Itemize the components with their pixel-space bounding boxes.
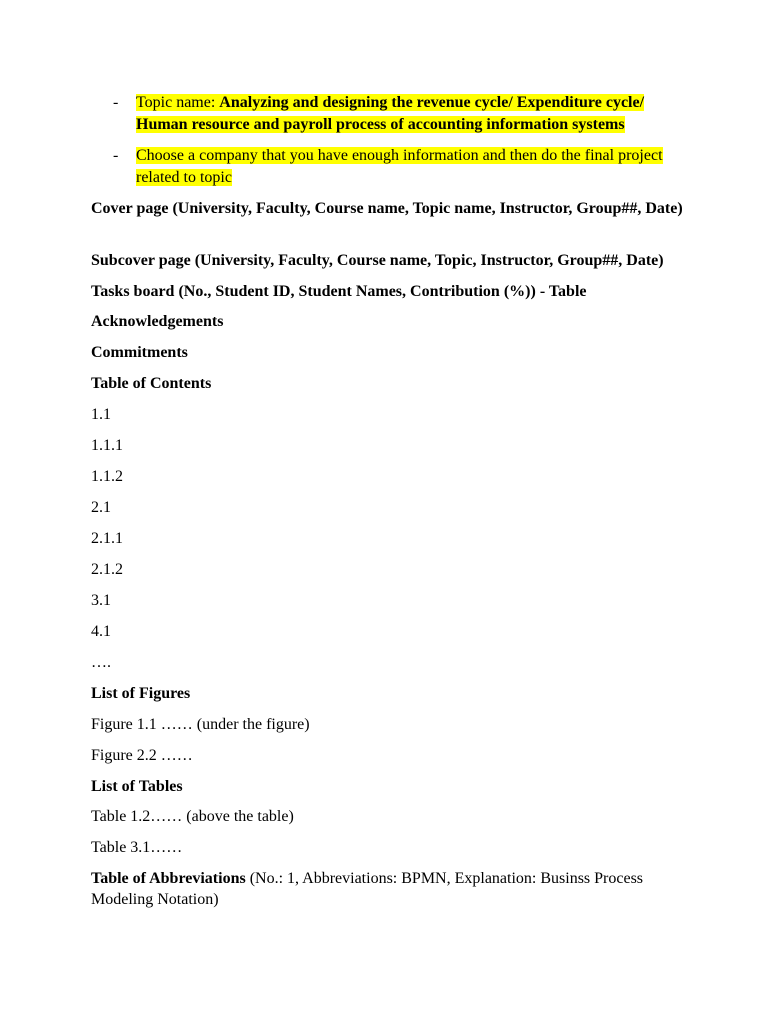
- topic-text: [136, 92, 693, 136]
- toc-item: 3.1: [91, 592, 111, 609]
- tasks-board-heading: Tasks board (No., Student ID, Student Names, Contribution (%)) - Table: [91, 283, 587, 300]
- acknowledgements-heading: Acknowledgements: [91, 313, 224, 330]
- company-instruction: Choose a company that you have enough information and then do the final project related to topic: [136, 147, 663, 186]
- toc-item: 2.1: [91, 499, 111, 516]
- topic-bullet: [113, 92, 693, 136]
- topic-name: Analyzing and designing the revenue cycle/ Expenditure cycle/ Human resource and payroll process of accounting information systems: [136, 94, 645, 133]
- list-of-figures-heading: List of Figures: [91, 685, 191, 702]
- subcover-page-heading: Subcover page (University, Faculty, Course name, Topic, Instructor, Group##, Date): [91, 252, 664, 269]
- table-item: Table 3.1……: [91, 839, 183, 856]
- toc-item: 1.1.2: [91, 468, 123, 485]
- abbreviations-detail: (No.: 1, Abbreviations: BPMN, Explanation: Businss Process Modeling Notation): [91, 870, 644, 908]
- figure-item: Figure 1.1 …… (under the figure): [91, 716, 310, 733]
- toc-item: 1.1: [91, 406, 111, 423]
- toc-item: 2.1.2: [91, 561, 123, 578]
- company-text: [136, 145, 693, 189]
- bullet-dash: -: [113, 94, 119, 111]
- toc-heading: Table of Contents: [91, 375, 212, 392]
- topic-prefix: Topic name:: [136, 94, 220, 111]
- abbreviations-heading: Table of Abbreviations: [91, 870, 246, 887]
- toc-item: 4.1: [91, 623, 111, 640]
- company-bullet: [113, 145, 693, 189]
- bullet-dash: -: [113, 147, 119, 164]
- cover-page-heading: Cover page (University, Faculty, Course name, Topic name, Instructor, Group##, Date): [91, 200, 683, 217]
- toc-item: ….: [91, 654, 111, 671]
- toc-item: 2.1.1: [91, 530, 123, 547]
- figure-item: Figure 2.2 ……: [91, 747, 193, 764]
- abbreviations-paragraph: [91, 868, 691, 910]
- list-of-tables-heading: List of Tables: [91, 778, 183, 795]
- toc-item: 1.1.1: [91, 437, 123, 454]
- commitments-heading: Commitments: [91, 344, 188, 361]
- table-item: Table 1.2…… (above the table): [91, 808, 294, 825]
